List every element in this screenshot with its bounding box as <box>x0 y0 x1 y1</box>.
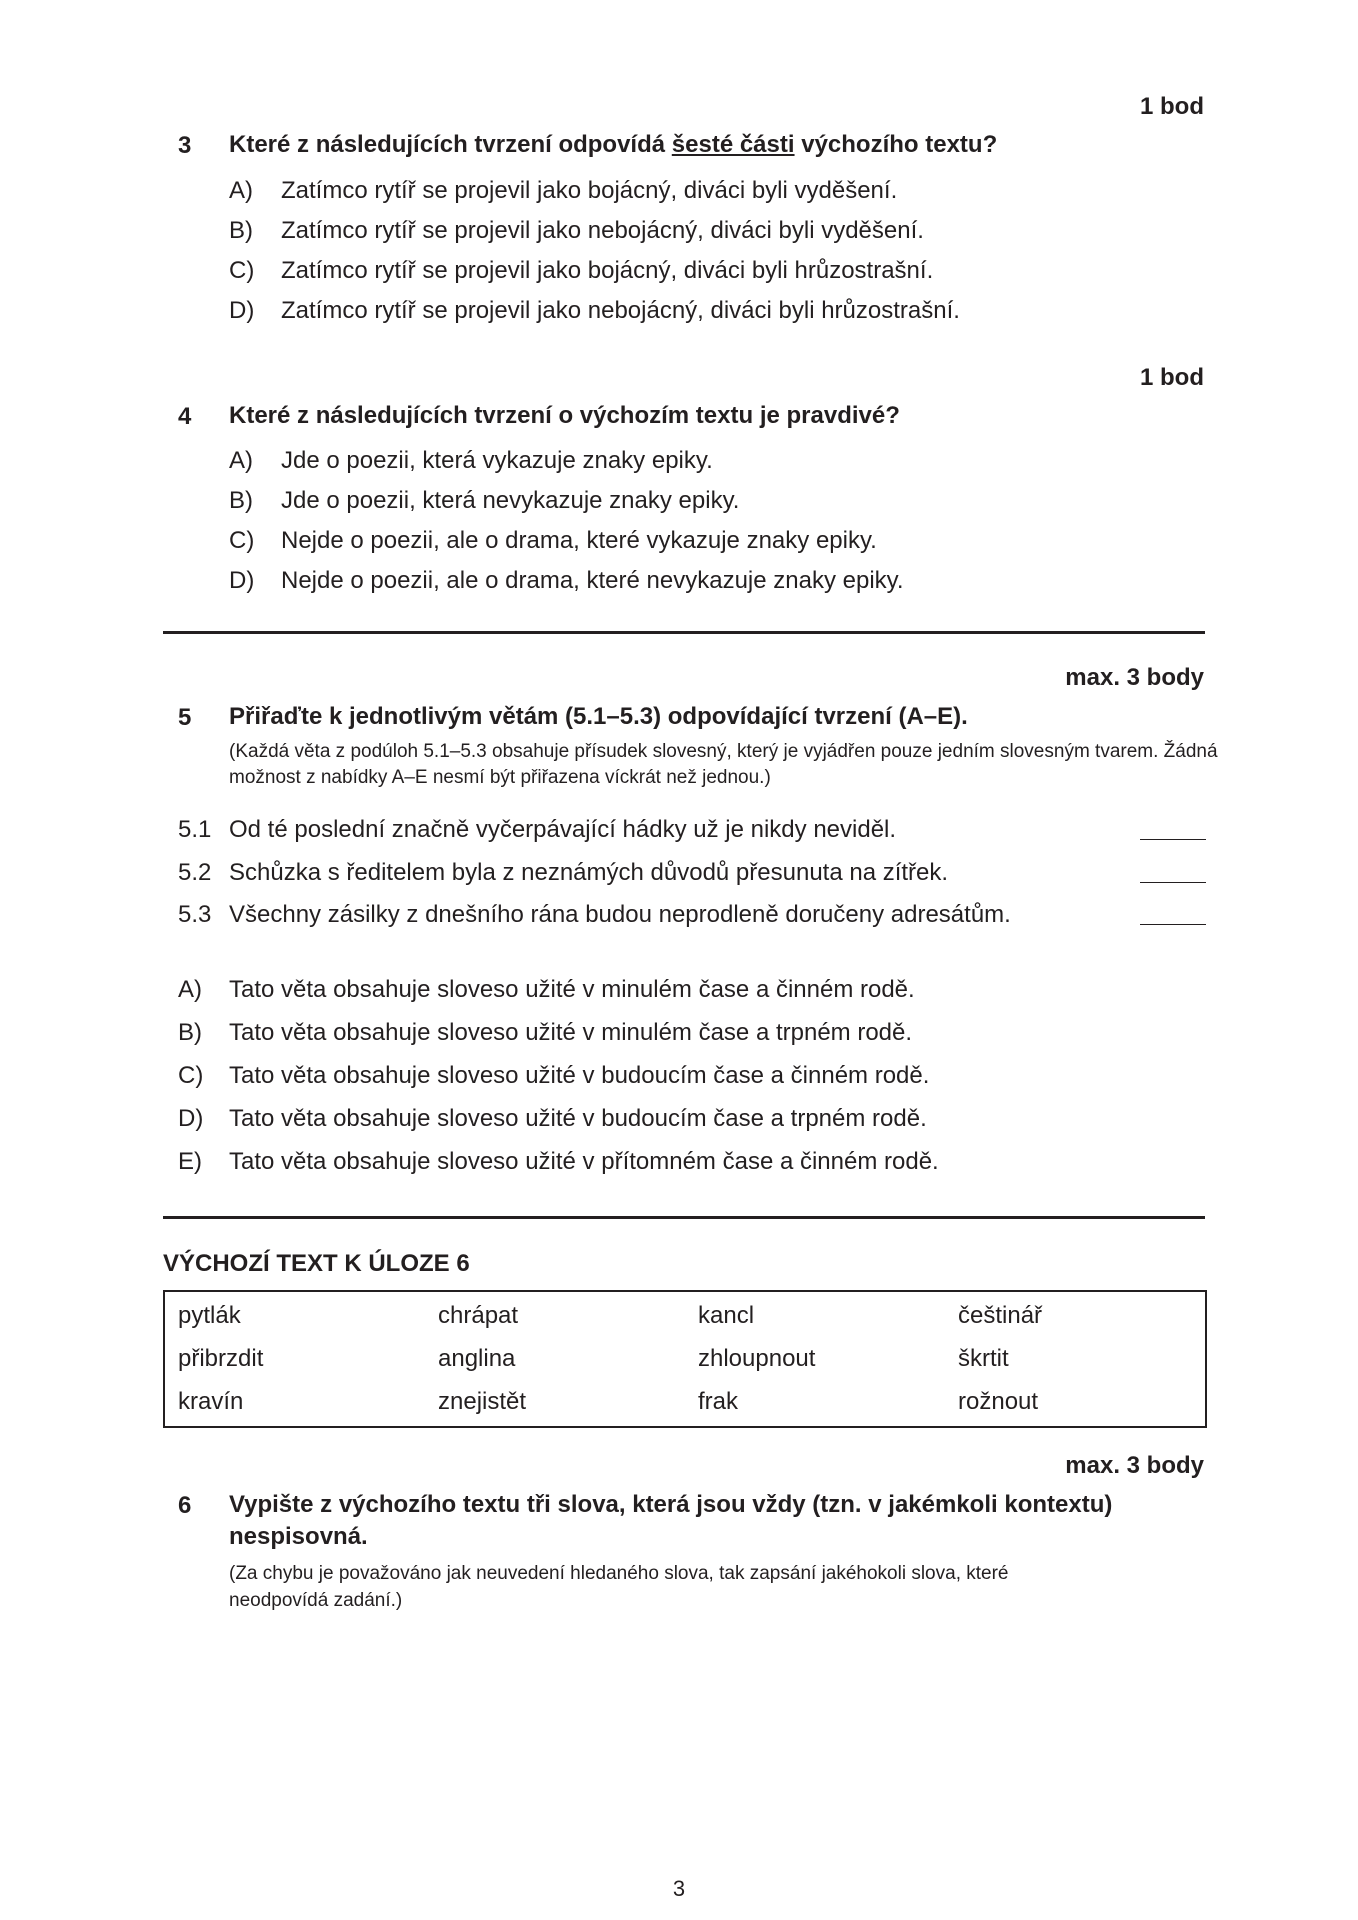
option-text: Tato věta obsahuje sloveso užité v minulém čase a trpném rodě. <box>229 1019 913 1046</box>
task3-question-post: výchozího textu? <box>794 131 998 158</box>
subtask-text: Schůzka s ředitelem byla z neznámých důvodů přesunuta na zítřek. <box>229 859 949 886</box>
subtask-text: Od té poslední značně vyčerpávající hádky už je nikdy neviděl. <box>229 816 897 843</box>
subtask-text: Všechny zásilky z dnešního rána budou neprodleně doručeny adresátům. <box>229 901 1011 928</box>
word-cell: chrápat <box>438 1302 519 1329</box>
option-letter: A) <box>178 976 202 1003</box>
option-text: Tato věta obsahuje sloveso užité v budoucím čase a trpném rodě. <box>229 1105 927 1132</box>
word-box <box>163 1290 1207 1428</box>
option-letter: A) <box>229 447 253 474</box>
option-text: Zatímco rytíř se projevil jako bojácný, diváci byli hrůzostrašní. <box>281 257 934 284</box>
task4-option-b <box>229 486 739 516</box>
option-text: Nejde o poezii, ale o drama, které nevykazuje znaky epiky. <box>281 567 904 594</box>
option-text: Zatímco rytíř se projevil jako bojácný, diváci byli vyděšení. <box>281 177 898 204</box>
task4-option-d <box>229 566 904 596</box>
subtask-5-2 <box>178 858 948 888</box>
task5-number: 5 <box>178 704 192 731</box>
task5-option-e <box>178 1147 939 1177</box>
word-cell: frak <box>698 1388 739 1415</box>
option-letter: B) <box>229 217 253 244</box>
page-number: 3 <box>672 1876 686 1901</box>
task6-question-line2: nespisovná. <box>229 1523 368 1550</box>
task4-points: 1 bod <box>1140 364 1204 391</box>
option-text: Nejde o poezii, ale o drama, které vykazuje znaky epiky. <box>281 527 877 554</box>
task5-option-b <box>178 1018 912 1048</box>
option-letter: E) <box>178 1148 202 1175</box>
subtask-5-3 <box>178 900 1011 930</box>
word-cell: znejistět <box>438 1388 527 1415</box>
option-text: Tato věta obsahuje sloveso užité v minulém čase a činném rodě. <box>229 976 915 1003</box>
option-letter: B) <box>178 1019 202 1046</box>
option-letter: D) <box>229 297 255 324</box>
task3-points: 1 bod <box>1140 93 1204 120</box>
subtask-number: 5.3 <box>178 901 212 928</box>
word-cell: zhloupnout <box>698 1345 816 1372</box>
task4-option-a <box>229 446 713 476</box>
task3-option-c <box>229 256 933 286</box>
option-text: Zatímco rytíř se projevil jako nebojácný, diváci byli hrůzostrašní. <box>281 297 960 324</box>
task4-option-c <box>229 526 877 556</box>
option-text: Tato věta obsahuje sloveso užité v přítomném čase a činném rodě. <box>229 1148 939 1175</box>
word-cell: češtinář <box>958 1302 1043 1329</box>
task5-option-c <box>178 1061 929 1091</box>
word-cell: přibrzdit <box>178 1345 264 1372</box>
section-divider <box>163 631 1205 634</box>
section-divider <box>163 1216 1205 1219</box>
subtask-number: 5.1 <box>178 816 212 843</box>
task3-question-pre: Které z následujících tvrzení odpovídá <box>229 131 672 158</box>
task3-question <box>229 129 1204 161</box>
task5-points: max. 3 body <box>1065 664 1204 691</box>
option-letter: B) <box>229 487 253 514</box>
task5-option-d <box>178 1104 927 1134</box>
word-cell: kravín <box>178 1388 244 1415</box>
option-letter: C) <box>229 257 255 284</box>
answer-blank-5-1[interactable] <box>1140 839 1206 840</box>
answer-blank-5-2[interactable] <box>1140 882 1206 883</box>
task5-option-a <box>178 975 915 1005</box>
word-cell: pytlák <box>178 1302 241 1329</box>
option-letter: C) <box>229 527 255 554</box>
option-letter: D) <box>229 567 255 594</box>
option-text: Jde o poezii, která vykazuje znaky epiky. <box>281 447 713 474</box>
option-letter: D) <box>178 1105 204 1132</box>
task3-option-a <box>229 176 897 206</box>
word-cell: škrtit <box>958 1345 1009 1372</box>
task4-number: 4 <box>178 403 192 430</box>
word-cell: kancl <box>698 1302 755 1329</box>
task6-note-line1: (Za chybu je považováno jak neuvedení hledaného slova, tak zapsání jakéhokoli slova, které <box>229 1563 1009 1584</box>
option-text: Tato věta obsahuje sloveso užité v budoucím čase a činném rodě. <box>229 1062 930 1089</box>
task3-number: 3 <box>178 132 192 159</box>
option-letter: C) <box>178 1062 204 1089</box>
task6-number: 6 <box>178 1492 192 1519</box>
answer-blank-5-3[interactable] <box>1140 924 1206 925</box>
task3-option-d <box>229 296 960 326</box>
word-cell: anglina <box>438 1345 516 1372</box>
task6-note-line2: neodpovídá zadání.) <box>229 1590 403 1611</box>
task6-points: max. 3 body <box>1065 1452 1204 1479</box>
task5-note: (Každá věta z podúloh 5.1–5.3 obsahuje přísudek slovesný, který je vyjádřen pouze jedním slovesným tvarem. Žádná možnost z nabídky A–E nesmí být přiřazena víckrát než jednou.) <box>229 741 1218 788</box>
task3-option-b <box>229 216 924 246</box>
task3-question-underlined: šesté části <box>671 131 795 158</box>
task4-question: Které z následujících tvrzení o výchozím textu je pravdivé? <box>229 402 900 429</box>
word-cell: rožnout <box>958 1388 1039 1415</box>
task6-question-line1: Vypište z výchozího textu tři slova, která jsou vždy (tzn. v jakémkoli kontextu) <box>229 1491 1113 1518</box>
source-text-title: VÝCHOZÍ TEXT K ÚLOZE 6 <box>163 1250 470 1277</box>
task5-question: Přiřaďte k jednotlivým větám (5.1–5.3) odpovídající tvrzení (A–E). <box>229 703 968 730</box>
option-text: Zatímco rytíř se projevil jako nebojácný, diváci byli vyděšení. <box>281 217 924 244</box>
option-letter: A) <box>229 177 253 204</box>
subtask-5-1 <box>178 815 896 845</box>
option-text: Jde o poezii, která nevykazuje znaky epiky. <box>281 487 740 514</box>
subtask-number: 5.2 <box>178 859 212 886</box>
